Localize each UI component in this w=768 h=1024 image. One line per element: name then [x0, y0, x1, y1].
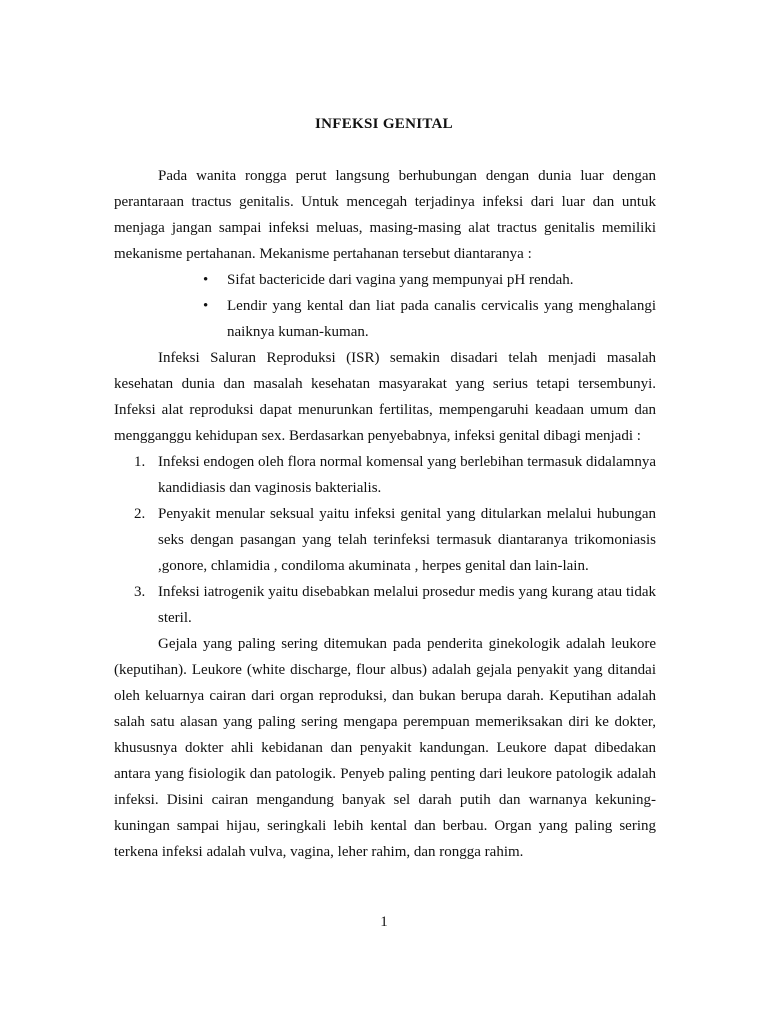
paragraph-isr: Infeksi Saluran Reproduksi (ISR) semakin disadari telah menjadi masalah kesehatan dunia dan masalah kesehatan masyarakat yang serius tetapi tersembunyi. Infeksi alat reproduksi dapat menurunkan fertilitas, mempengaruhi keadaan umum dan mengganggu kehidupan sex. Berdasarkan penyebabnya, infeksi genital dibagi menjadi : — [114, 350, 656, 444]
list-item — [203, 293, 656, 345]
paragraph-leukore: Gejala yang paling sering ditemukan pada penderita ginekologik adalah leukore (keputihan). Leukore (white discharge, flour albus) adalah gejala penyakit yang ditandai oleh keluarnya cairan dari organ reproduksi, dan bukan berupa darah. Keputihan adalah salah satu alasan yang paling sering mengapa perempuan memeriksakan diri ke dokter, khususnya dokter ahli kebidanan dan penyakit kandungan. Leukore dapat dibedakan antara yang fisiologik dan patologik. Penyeb paling penting dari leukore patologik adalah infeksi. Disini cairan mengandung banyak sel darah putih dan warnanya kekuning-kuningan sampai hijau, seringkali lebih kental dan berbau. Organ yang paling sering terkena infeksi adalah vulva, vagina, leher rahim, dan rongga rahim. — [114, 636, 656, 860]
list-item-text: Lendir yang kental dan liat pada canalis cervicalis yang menghalangi naiknya kuman-kuman. — [227, 298, 656, 340]
list-item-text: Sifat bactericide dari vagina yang mempunyai pH rendah. — [227, 272, 574, 288]
bullet-icon: • — [203, 272, 209, 288]
document-body — [114, 163, 656, 865]
list-number: 2. — [134, 506, 146, 522]
list-item — [134, 501, 656, 579]
page-title: INFEKSI GENITAL — [314, 116, 453, 132]
list-item-text: Infeksi iatrogenik yaitu disebabkan melalui prosedur medis yang kurang atau tidak steril. — [158, 584, 656, 626]
bullet-icon: • — [203, 298, 209, 314]
list-item-text: Infeksi endogen oleh flora normal komensal yang berlebihan termasuk didalamnya kandidiasis dan vaginosis bakterialis. — [158, 454, 656, 496]
list-number: 1. — [134, 454, 146, 470]
list-number: 3. — [134, 584, 146, 600]
list-item — [134, 579, 656, 631]
list-item-text: Penyakit menular seksual yaitu infeksi genital yang ditularkan melalui hubungan seks dengan pasangan yang telah terinfeksi termasuk diantaranya trikomoniasis ,gonore, chlamidia , condiloma akuminata , herpes genital dan lain-lain. — [158, 506, 656, 574]
list-item — [134, 449, 656, 501]
infection-type-list — [114, 449, 656, 631]
list-item — [203, 267, 656, 293]
page-number: 1 — [380, 914, 388, 930]
defense-mechanism-list — [114, 267, 656, 345]
paragraph-intro: Pada wanita rongga perut langsung berhubungan dengan dunia luar dengan perantaraan tractus genitalis. Untuk mencegah terjadinya infeksi dari luar dan untuk menjaga jangan sampai infeksi meluas, masing-masing alat tractus genitalis memiliki mekanisme pertahanan. Mekanisme pertahanan tersebut diantaranya : — [114, 168, 656, 262]
